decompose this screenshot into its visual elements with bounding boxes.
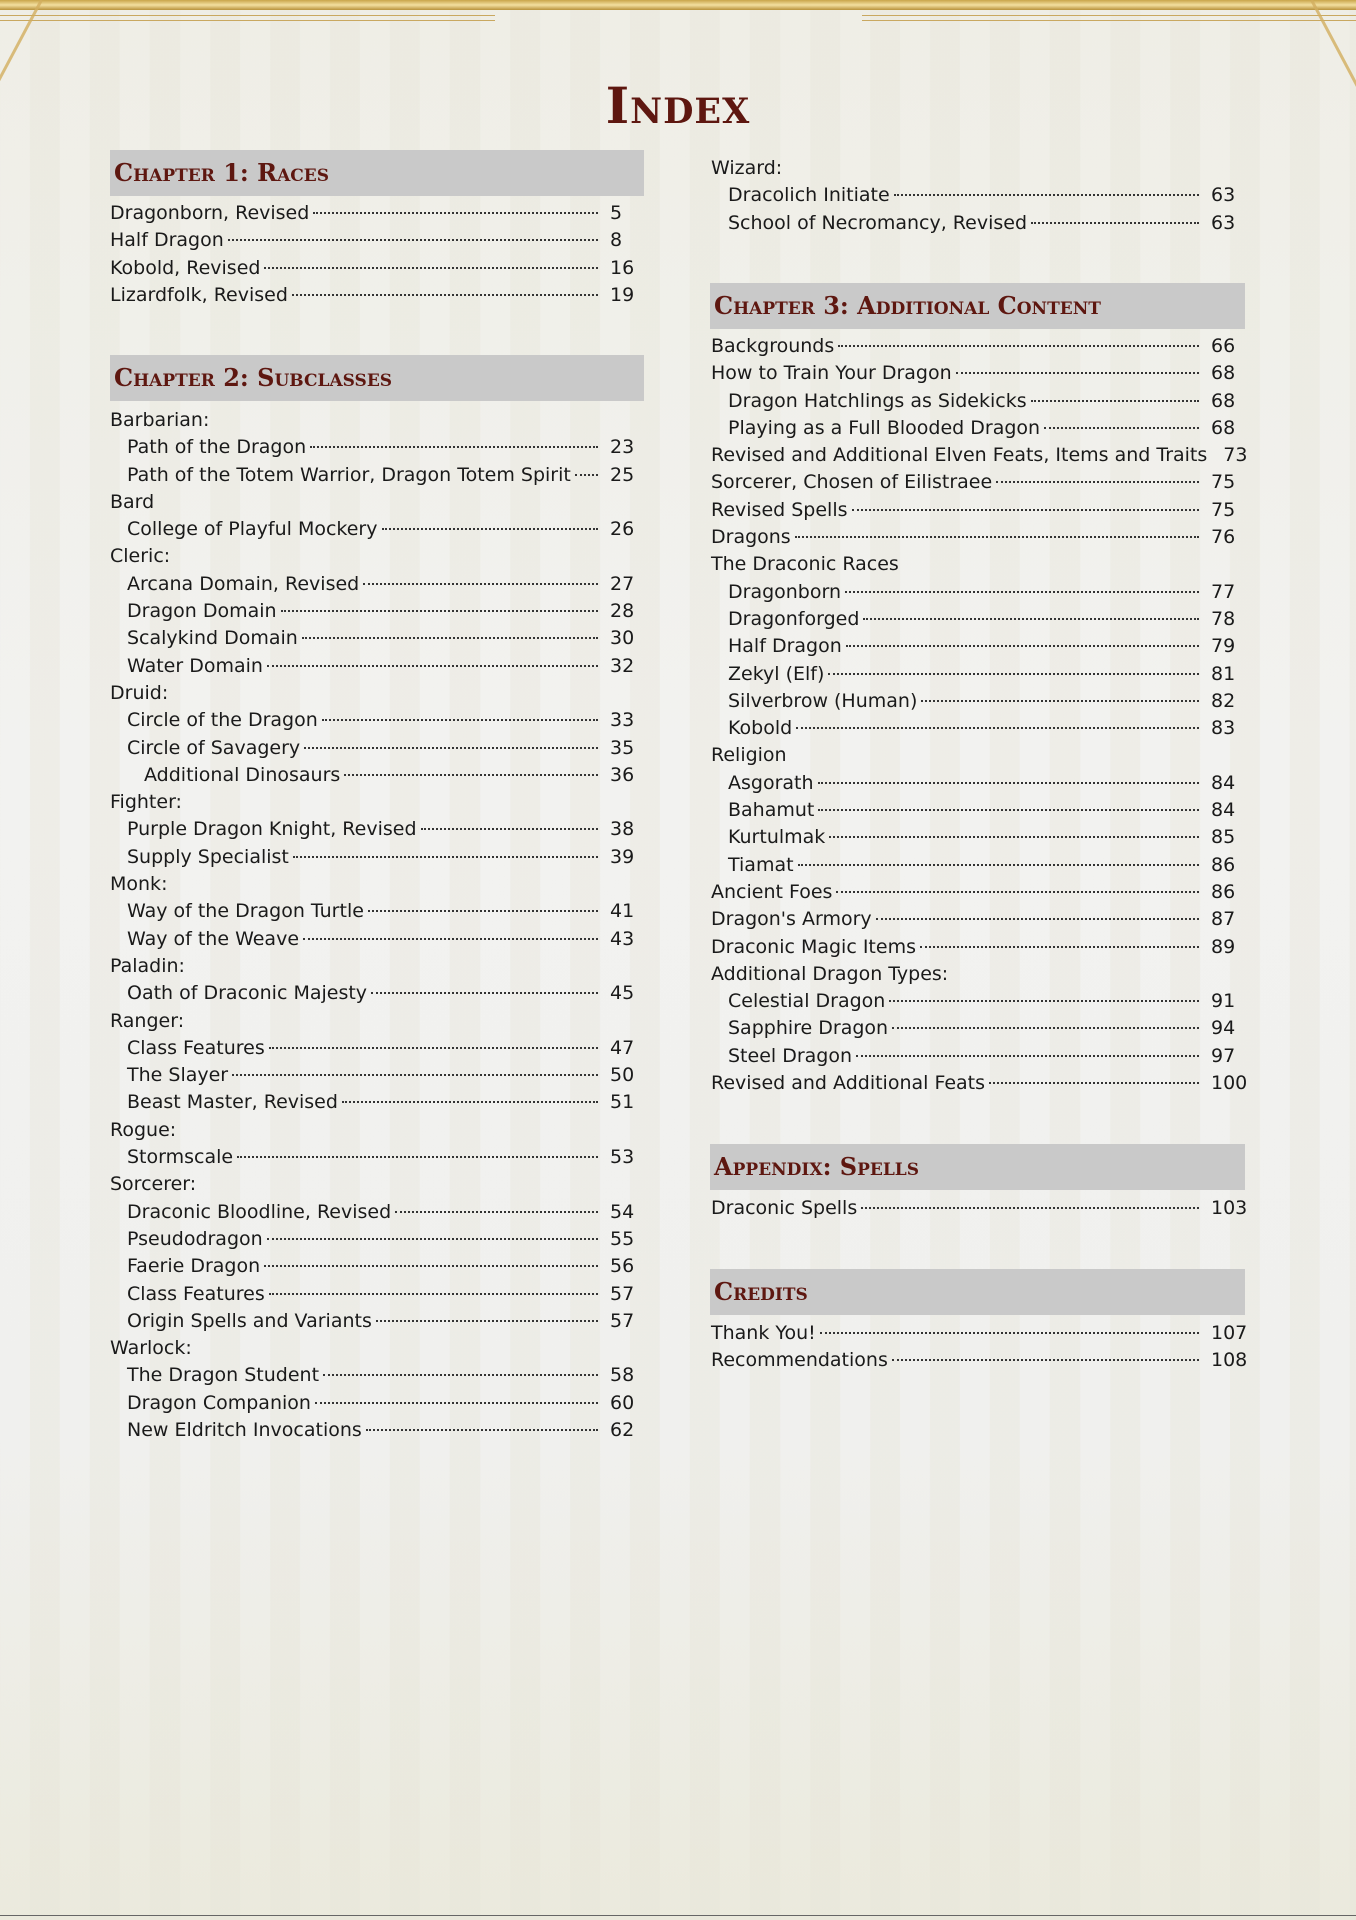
entry-page-number: 47 — [610, 1036, 635, 1059]
entry-label: Asgorath — [728, 771, 814, 794]
entry-page-number: 89 — [1211, 935, 1236, 958]
index-entry[interactable] — [711, 988, 1245, 1015]
dot-leader — [269, 1293, 598, 1295]
entry-label: Arcana Domain, Revised — [127, 572, 360, 595]
entry-label: Oath of Draconic Majesty — [127, 982, 368, 1005]
section-header-appendix: Appendix: Spells — [710, 1144, 1245, 1190]
dot-leader — [371, 992, 598, 994]
dot-leader — [846, 645, 1199, 647]
entry-label: Dragon Hatchlings as Sidekicks — [728, 389, 1027, 412]
entry-label: Dragons — [711, 526, 791, 549]
index-entry[interactable] — [711, 360, 1245, 387]
index-entry[interactable] — [110, 598, 644, 625]
index-entry[interactable] — [711, 415, 1245, 442]
entry-page-number: 5 — [610, 202, 623, 224]
entry-page-number: 84 — [1211, 771, 1236, 794]
index-entry[interactable] — [110, 1281, 644, 1308]
index-entry[interactable] — [711, 770, 1245, 797]
entry-page-number: 28 — [610, 600, 635, 623]
index-entry[interactable] — [110, 707, 644, 734]
dot-leader — [852, 509, 1199, 511]
index-list-appendix — [711, 1195, 1248, 1222]
index-list-chapter-1 — [110, 200, 644, 309]
dot-leader — [795, 536, 1199, 538]
entry-page-number: 57 — [610, 1282, 635, 1305]
dot-leader — [313, 212, 598, 214]
dot-leader — [264, 1265, 598, 1267]
dot-leader — [894, 194, 1199, 196]
entry-label: Playing as a Full Blooded Dragon — [728, 416, 1041, 439]
index-entry[interactable] — [110, 227, 644, 254]
index-entry[interactable] — [711, 579, 1245, 606]
entry-page-number: 103 — [1211, 1197, 1248, 1219]
entry-label: Draconic Spells — [711, 1197, 858, 1219]
dot-leader — [315, 1402, 598, 1404]
dot-leader — [575, 474, 598, 476]
entry-label: Tiamat — [728, 853, 794, 876]
index-entry[interactable] — [110, 762, 644, 789]
entry-page-number: 83 — [1211, 717, 1236, 740]
section-header-chapter-3: Chapter 3: Additional Content — [710, 283, 1245, 329]
entry-page-number: 86 — [1211, 880, 1236, 903]
dot-leader — [889, 1000, 1199, 1002]
entry-label: Revised and Additional Feats — [711, 1072, 986, 1095]
index-entry[interactable] — [110, 516, 644, 543]
entry-page-number: 79 — [1211, 635, 1236, 658]
entry-label: Zekyl (Elf) — [728, 662, 825, 685]
entry-page-number: 53 — [610, 1146, 635, 1169]
dot-leader — [845, 591, 1199, 593]
dot-leader — [344, 774, 598, 776]
index-entry[interactable] — [110, 434, 644, 461]
entry-page-number: 38 — [610, 818, 635, 841]
entry-page-number: 85 — [1211, 826, 1236, 849]
entry-label: Dracolich Initiate — [728, 184, 890, 207]
entry-page-number: 8 — [610, 229, 623, 252]
index-entry[interactable] — [711, 661, 1245, 688]
entry-label: Dragon Domain — [127, 600, 277, 623]
index-entry[interactable] — [110, 1308, 644, 1335]
entry-page-number: 78 — [1211, 607, 1236, 630]
entry-label: Monk: — [110, 873, 168, 896]
index-entry[interactable] — [711, 879, 1245, 906]
index-group-label — [711, 551, 1245, 578]
entry-label: Circle of the Dragon — [127, 709, 318, 732]
entry-label: Dragon Companion — [127, 1391, 311, 1414]
dot-leader — [892, 1027, 1199, 1029]
entry-label: Bahamut — [728, 799, 815, 822]
index-entry[interactable] — [110, 1035, 644, 1062]
entry-label: Beast Master, Revised — [127, 1091, 338, 1114]
entry-page-number: 26 — [610, 518, 635, 541]
dot-leader — [876, 918, 1199, 920]
index-entry[interactable] — [110, 816, 644, 843]
entry-page-number: 35 — [610, 736, 635, 759]
entry-label: Silverbrow (Human) — [728, 689, 918, 712]
dot-leader — [281, 610, 598, 612]
entry-label: Dragon's Armory — [711, 908, 872, 931]
entry-page-number: 58 — [610, 1364, 635, 1387]
entry-page-number: 100 — [1211, 1072, 1248, 1095]
dot-leader — [996, 481, 1199, 483]
index-entry[interactable] — [711, 1070, 1248, 1097]
dot-leader — [323, 1374, 598, 1376]
index-entry[interactable] — [110, 653, 644, 680]
page-bottom-rule — [0, 1915, 1356, 1916]
index-group-label — [110, 1335, 644, 1362]
entry-label: Ranger: — [110, 1009, 185, 1032]
index-entry[interactable] — [110, 282, 644, 309]
entry-label: Warlock: — [110, 1337, 192, 1360]
entry-label: Druid: — [110, 681, 169, 704]
index-group-label — [110, 543, 644, 570]
entry-label: Sorcerer, Chosen of Eilistraee — [711, 471, 993, 494]
dot-leader — [421, 828, 598, 830]
dot-leader — [293, 856, 598, 858]
index-group-label — [711, 742, 1245, 769]
entry-page-number: 33 — [610, 709, 635, 732]
index-group-label — [110, 1171, 644, 1198]
index-entry[interactable] — [711, 524, 1245, 551]
entry-page-number: 97 — [1211, 1044, 1236, 1067]
dot-leader — [267, 1238, 598, 1240]
dot-leader — [232, 1074, 598, 1076]
dot-leader — [863, 618, 1199, 620]
index-entry[interactable] — [110, 462, 644, 489]
dot-leader — [228, 239, 598, 241]
index-group-label — [110, 407, 644, 434]
index-entry[interactable] — [711, 715, 1245, 742]
decorative-rule — [0, 15, 495, 21]
dot-leader — [342, 1101, 598, 1103]
index-group-label — [110, 489, 644, 516]
index-list-chapter-2 — [110, 407, 644, 1444]
dot-leader — [818, 809, 1199, 811]
entry-label: Steel Dragon — [728, 1044, 853, 1067]
entry-page-number: 81 — [1211, 662, 1236, 685]
entry-label: Recommendations — [711, 1349, 888, 1372]
dot-leader — [322, 719, 598, 721]
dot-leader — [1031, 222, 1199, 224]
dot-leader — [303, 938, 598, 940]
entry-label: Class Features — [127, 1282, 265, 1305]
dot-leader — [828, 673, 1199, 675]
entry-page-number: 68 — [1211, 362, 1236, 385]
entry-page-number: 94 — [1211, 1017, 1236, 1040]
entry-label: Celestial Dragon — [728, 990, 886, 1013]
index-entry[interactable] — [110, 625, 644, 652]
entry-page-number: 60 — [610, 1391, 635, 1414]
index-entry[interactable] — [110, 1226, 644, 1253]
entry-label: Cleric: — [110, 545, 171, 568]
index-entry[interactable] — [711, 388, 1245, 415]
entry-label: Barbarian: — [110, 409, 210, 431]
entry-label: Revised and Additional Elven Feats, Items and Traits — [711, 444, 1208, 467]
entry-label: Additional Dragon Types: — [711, 962, 949, 985]
index-list-chapter-3 — [711, 333, 1248, 1097]
index-entry[interactable] — [711, 333, 1245, 360]
dot-leader — [861, 1207, 1199, 1209]
entry-page-number: 43 — [610, 927, 635, 950]
entry-label: Way of the Weave — [127, 927, 300, 950]
entry-page-number: 39 — [610, 845, 635, 868]
index-group-label — [711, 155, 1245, 182]
section-header-chapter-2: Chapter 2: Subclasses — [110, 355, 644, 401]
index-group-label — [110, 871, 644, 898]
dot-leader — [796, 727, 1199, 729]
entry-page-number: 56 — [610, 1255, 635, 1278]
entry-page-number: 23 — [610, 436, 635, 459]
entry-label: Pseudodragon — [127, 1227, 263, 1250]
dot-leader — [310, 446, 598, 448]
dot-leader — [292, 294, 598, 296]
index-entry[interactable] — [110, 1089, 644, 1116]
index-entry[interactable] — [711, 606, 1245, 633]
dot-leader — [264, 267, 598, 269]
dot-leader — [829, 836, 1199, 838]
index-entry[interactable] — [711, 1320, 1248, 1347]
index-entry[interactable] — [110, 1144, 644, 1171]
entry-page-number: 19 — [610, 283, 635, 306]
index-entry[interactable] — [711, 210, 1245, 237]
index-entry[interactable] — [711, 1195, 1248, 1222]
entry-label: College of Playful Mockery — [127, 518, 378, 541]
index-entry[interactable] — [110, 200, 644, 227]
index-entry[interactable] — [110, 980, 644, 1007]
dot-leader — [304, 747, 598, 749]
entry-label: Half Dragon — [728, 635, 842, 658]
section-header-credits: Credits — [710, 1269, 1245, 1315]
entry-label: Additional Dinosaurs — [144, 763, 341, 786]
entry-label: Faerie Dragon — [127, 1255, 261, 1278]
index-entry[interactable] — [110, 1362, 644, 1389]
entry-label: Lizardfolk, Revised — [110, 283, 288, 306]
dot-leader — [856, 1055, 1199, 1057]
section-header-chapter-1: Chapter 1: Races — [110, 150, 644, 196]
entry-page-number: 32 — [610, 654, 635, 677]
entry-label: New Eldritch Invocations — [127, 1418, 362, 1441]
dot-leader — [382, 528, 599, 530]
entry-page-number: 54 — [610, 1200, 635, 1223]
dot-leader — [237, 1156, 598, 1158]
entry-label: Fighter: — [110, 791, 182, 814]
entry-page-number: 51 — [610, 1091, 635, 1114]
entry-label: Revised Spells — [711, 498, 848, 521]
index-entry[interactable] — [110, 735, 644, 762]
index-entry[interactable] — [110, 255, 644, 282]
entry-label: Scalykind Domain — [127, 627, 298, 650]
index-entry[interactable] — [711, 469, 1245, 496]
entry-label: Draconic Magic Items — [711, 935, 916, 958]
entry-label: Path of the Totem Warrior, Dragon Totem Spirit — [127, 463, 571, 486]
index-group-label — [711, 961, 1245, 988]
entry-page-number: 25 — [610, 463, 635, 486]
index-entry[interactable] — [711, 934, 1245, 961]
entry-label: Kobold, Revised — [110, 256, 261, 279]
entry-page-number: 41 — [610, 900, 635, 923]
entry-label: Kobold — [728, 717, 793, 740]
dot-leader — [1031, 400, 1199, 402]
entry-page-number: 63 — [1211, 184, 1236, 207]
entry-page-number: 77 — [1211, 580, 1236, 603]
dot-leader — [368, 910, 598, 912]
entry-label: Half Dragon — [110, 229, 224, 252]
page-title: Index — [605, 76, 751, 135]
entry-page-number: 87 — [1211, 908, 1236, 931]
entry-label: Water Domain — [127, 654, 263, 677]
entry-page-number: 36 — [610, 763, 635, 786]
index-entry[interactable] — [711, 497, 1245, 524]
entry-page-number: 62 — [610, 1418, 635, 1441]
dot-leader — [302, 637, 598, 639]
dot-leader — [820, 1332, 1199, 1334]
entry-page-number: 76 — [1211, 526, 1236, 549]
entry-page-number: 68 — [1211, 416, 1236, 439]
entry-label: Religion — [711, 744, 787, 767]
entry-page-number: 30 — [610, 627, 635, 650]
entry-label: Purple Dragon Knight, Revised — [127, 818, 417, 841]
entry-page-number: 45 — [610, 982, 635, 1005]
index-group-label — [110, 1008, 644, 1035]
dot-leader — [989, 1082, 1199, 1084]
index-entry[interactable] — [110, 1417, 644, 1444]
entry-label: Kurtulmak — [728, 826, 826, 849]
index-group-label — [110, 953, 644, 980]
dot-leader — [376, 1320, 598, 1322]
index-entry[interactable] — [711, 906, 1245, 933]
entry-page-number: 57 — [610, 1309, 635, 1332]
entry-label: Stormscale — [127, 1146, 234, 1169]
dot-leader — [395, 1211, 598, 1213]
index-entry[interactable] — [711, 1347, 1248, 1374]
dot-leader — [363, 583, 598, 585]
index-entry[interactable] — [711, 688, 1245, 715]
entry-page-number: 16 — [610, 256, 635, 279]
index-entry[interactable] — [110, 1062, 644, 1089]
entry-label: Ancient Foes — [711, 880, 833, 903]
entry-page-number: 55 — [610, 1227, 635, 1250]
entry-label: The Dragon Student — [127, 1364, 320, 1387]
entry-label: Way of the Dragon Turtle — [127, 900, 364, 923]
index-entry[interactable] — [711, 182, 1245, 209]
entry-label: Dragonborn — [728, 580, 842, 603]
index-entry[interactable] — [110, 1253, 644, 1280]
entry-label: Dragonforged — [728, 607, 860, 630]
entry-page-number: 75 — [1211, 498, 1236, 521]
entry-page-number: 82 — [1211, 689, 1236, 712]
entry-label: The Draconic Races — [711, 553, 899, 576]
dot-leader — [836, 891, 1199, 893]
dot-leader — [921, 700, 1199, 702]
index-entry[interactable] — [711, 852, 1245, 879]
entry-label: Draconic Bloodline, Revised — [127, 1200, 392, 1223]
index-entry[interactable] — [110, 926, 644, 953]
index-entry[interactable] — [711, 633, 1245, 660]
entry-page-number: 91 — [1211, 990, 1236, 1013]
entry-label: Supply Specialist — [127, 845, 289, 868]
gold-top-border — [0, 0, 1356, 10]
index-entry[interactable] — [110, 1199, 644, 1226]
index-entry[interactable] — [711, 1015, 1245, 1042]
index-list-chapter-2-continued — [711, 155, 1245, 237]
entry-label: Rogue: — [110, 1118, 177, 1141]
dot-leader — [818, 782, 1199, 784]
entry-page-number: 75 — [1211, 471, 1236, 494]
index-entry[interactable] — [711, 442, 1248, 469]
dot-leader — [838, 345, 1199, 347]
index-entry[interactable] — [110, 1390, 644, 1417]
index-entry[interactable] — [110, 898, 644, 925]
entry-label: Backgrounds — [711, 335, 835, 357]
entry-label: Path of the Dragon — [127, 436, 307, 459]
entry-label: Sapphire Dragon — [728, 1017, 889, 1040]
dot-leader — [956, 372, 1199, 374]
index-list-credits — [711, 1320, 1248, 1375]
entry-page-number: 108 — [1211, 1349, 1248, 1372]
dot-leader — [366, 1429, 598, 1431]
entry-page-number: 73 — [1223, 444, 1248, 467]
entry-label: Wizard: — [711, 157, 783, 179]
entry-page-number: 63 — [1211, 211, 1236, 234]
dot-leader — [267, 665, 598, 667]
entry-page-number: 107 — [1211, 1322, 1248, 1344]
entry-page-number: 50 — [610, 1064, 635, 1087]
index-entry[interactable] — [711, 1043, 1245, 1070]
entry-label: Class Features — [127, 1036, 265, 1059]
index-group-label — [110, 789, 644, 816]
entry-page-number: 86 — [1211, 853, 1236, 876]
dot-leader — [1044, 427, 1199, 429]
entry-label: School of Necromancy, Revised — [728, 211, 1028, 234]
entry-label: Thank You! — [711, 1322, 816, 1344]
entry-page-number: 66 — [1211, 335, 1236, 357]
entry-label: Paladin: — [110, 954, 185, 977]
dot-leader — [920, 946, 1199, 948]
dot-leader — [798, 864, 1199, 866]
entry-label: Origin Spells and Variants — [127, 1309, 372, 1332]
index-entry[interactable] — [110, 571, 644, 598]
entry-label: Sorcerer: — [110, 1173, 197, 1196]
index-group-label — [110, 1117, 644, 1144]
decorative-rule — [862, 15, 1356, 21]
entry-label: Dragonborn, Revised — [110, 202, 310, 224]
entry-label: How to Train Your Dragon — [711, 362, 952, 385]
index-entry[interactable] — [110, 844, 644, 871]
dot-leader — [269, 1047, 598, 1049]
entry-page-number: 68 — [1211, 389, 1236, 412]
index-entry[interactable] — [711, 797, 1245, 824]
index-group-label — [110, 680, 644, 707]
index-entry[interactable] — [711, 824, 1245, 851]
entry-label: The Slayer — [127, 1064, 229, 1087]
entry-page-number: 84 — [1211, 799, 1236, 822]
entry-label: Bard — [110, 490, 155, 513]
entry-page-number: 27 — [610, 572, 635, 595]
entry-label: Circle of Savagery — [127, 736, 301, 759]
dot-leader — [892, 1359, 1199, 1361]
